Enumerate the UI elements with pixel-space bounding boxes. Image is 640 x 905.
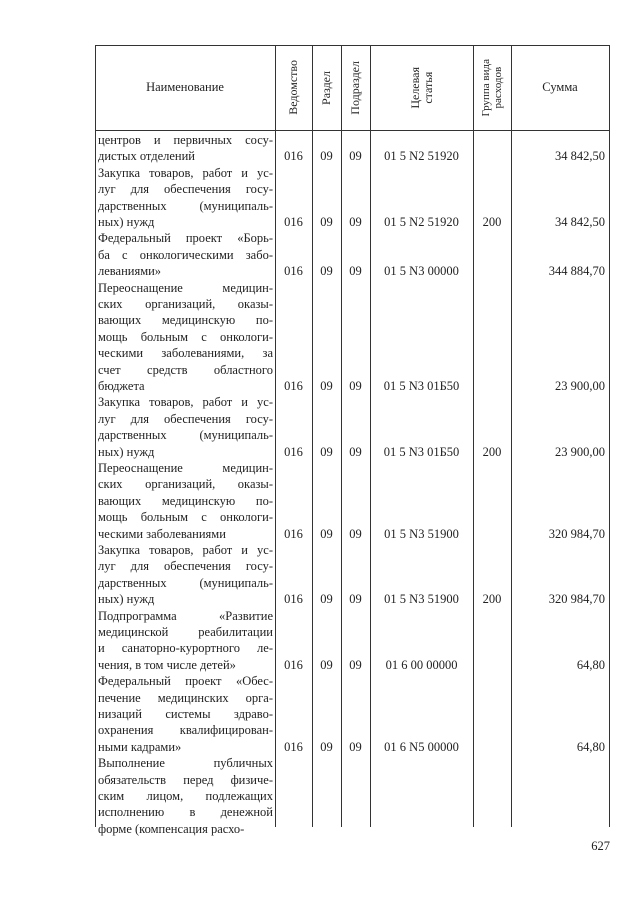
row-name-line: дарственных (муниципаль- [98,575,273,590]
header-vedomstvo: Ведомство [286,60,300,115]
header-gruppa: Группа вида расходов [480,58,504,117]
row-name-line: ским лицом, подлежащих [98,789,273,803]
row-summa: 23 900,00 [555,444,605,459]
row-name [98,394,273,460]
row-summa: 64,80 [576,739,605,754]
row-name-line: охранения квалифицирован- [98,723,273,738]
row-name-line: ских организаций, оказы- [98,477,273,492]
table-row [95,460,610,542]
row-name-line: луг для обеспечения госу- [98,411,273,426]
row-name [98,280,273,395]
header-gruppa-cell [473,45,511,130]
header-razdel-cell [312,45,341,130]
row-name [98,460,273,542]
row-name-line: исполнению в денежной [98,805,273,820]
row-name-line: ных) нужд [98,444,155,459]
row-name-line: Закупка товаров, работ и ус- [98,165,273,180]
row-summa: 64,80 [576,657,605,672]
row-razdel: 09 [320,149,333,164]
row-name [98,132,273,165]
row-razdel: 09 [320,526,333,541]
row-podrazdel: 09 [349,214,362,229]
header-name: Наименование [146,80,224,94]
row-name-line: дистых отделений [98,149,195,164]
row-name-line: Переоснащение медицин- [98,280,273,295]
row-name-line: Закупка товаров, работ и ус- [98,395,273,410]
row-name [98,542,273,608]
header-name-cell [95,45,275,130]
row-name [98,230,273,279]
row-vedomstvo: 016 [284,657,303,672]
row-podrazdel: 09 [349,264,362,279]
row-podrazdel: 09 [349,657,362,672]
row-podrazdel: 09 [349,526,362,541]
row-razdel: 09 [320,214,333,229]
header-celevaya: Целевая статья [407,66,435,109]
row-summa: 320 984,70 [548,592,605,607]
row-razdel: 09 [320,739,333,754]
row-name-line: ских организаций, оказы- [98,297,273,311]
table-row [95,608,610,674]
row-name-line: форме (компенсация расхо- [98,821,245,836]
row-summa: 23 900,00 [555,378,605,393]
row-name-line: луг для обеспечения госу- [98,182,273,197]
header-celevaya-cell [370,45,473,130]
row-name-line: низаций системы здраво- [98,707,273,721]
row-name-line: ных) нужд [98,215,155,230]
row-summa: 34 842,50 [555,149,605,164]
row-name-line: ными кадрами» [98,739,182,754]
row-name-line: дарственных (муниципаль- [98,198,273,213]
row-name [98,165,273,231]
row-celevaya-statya: 01 5 N2 51920 [384,214,459,229]
row-name-line: счет средств областного [98,362,273,377]
budget-table [95,45,610,836]
row-name-line: ческими заболеваниями [98,526,226,541]
row-celevaya-statya: 01 6 N5 00000 [384,739,459,754]
row-name-line: печение медицинских орга- [98,690,273,705]
row-name-line: Федеральный проект «Обес- [98,674,273,689]
row-name-line: бюджета [98,379,145,394]
header-razdel: Раздел [319,70,333,105]
row-name [98,755,273,837]
row-vedomstvo: 016 [284,214,303,229]
row-vedomstvo: 016 [284,149,303,164]
table-row [95,673,610,755]
row-vedomstvo: 016 [284,739,303,754]
row-celevaya-statya: 01 6 00 00000 [385,657,458,672]
header-summa: Сумма [542,80,578,94]
row-podrazdel: 09 [349,444,362,459]
table-row [95,755,610,837]
row-vedomstvo: 016 [284,592,303,607]
row-name-line: ческими заболеваниями, за [98,346,273,361]
row-summa: 34 842,50 [555,214,605,229]
row-celevaya-statya: 01 5 N3 51900 [384,592,459,607]
row-podrazdel: 09 [349,378,362,393]
row-name [98,673,273,755]
table-row [95,280,610,395]
table-row [95,132,610,165]
row-celevaya-statya: 01 5 N3 00000 [384,264,459,279]
row-podrazdel: 09 [349,739,362,754]
row-gruppa: 200 [482,444,502,459]
row-name-line: дарственных (муниципаль- [98,428,273,443]
row-name-line: мощь больным с онкологи- [98,329,273,344]
row-name-line: Выполнение публичных [98,756,273,771]
table-row [95,230,610,279]
row-name-line: вающих медицинскую по- [98,313,273,328]
row-name-line: и санаторно-курортного ле- [98,641,273,656]
row-name-line: Закупка товаров, работ и ус- [98,543,273,557]
row-name-line: вающих медицинскую по- [98,493,273,508]
row-name [98,608,273,674]
row-name-line: ных) нужд [98,592,155,607]
row-name-line: ба с онкологическими забо- [98,247,273,262]
row-name-line: медицинской реабилитации [98,625,273,639]
row-name-line: чения, в том числе детей» [98,657,236,672]
row-vedomstvo: 016 [284,526,303,541]
row-name-line: луг для обеспечения госу- [98,559,273,574]
row-name-line: обязательств перед физиче- [98,772,273,787]
row-summa: 344 884,70 [548,264,605,279]
table-row [95,542,610,608]
header-vedomstvo-cell [275,45,312,130]
row-summa: 320 984,70 [548,526,605,541]
row-vedomstvo: 016 [284,378,303,393]
row-vedomstvo: 016 [284,444,303,459]
row-gruppa: 200 [482,214,502,229]
row-razdel: 09 [320,657,333,672]
row-celevaya-statya: 01 5 N3 51900 [384,526,459,541]
row-name-line: Переоснащение медицин- [98,461,273,475]
row-name-line: леваниями» [98,264,162,279]
row-vedomstvo: 016 [284,264,303,279]
table-row [95,394,610,460]
header-podrazdel-cell [341,45,370,130]
header-podrazdel: Подраздел [348,60,362,115]
row-podrazdel: 09 [349,149,362,164]
header-divider [95,130,610,131]
row-gruppa: 200 [482,592,502,607]
row-celevaya-statya: 01 5 N3 01Б50 [383,444,460,459]
table-row [95,165,610,231]
row-razdel: 09 [320,264,333,279]
row-name-line: Подпрограмма «Развитие [98,608,273,623]
row-celevaya-statya: 01 5 N2 51920 [384,149,459,164]
header-summa-cell [511,45,609,130]
row-razdel: 09 [320,592,333,607]
page-number: 627 [591,839,610,853]
row-razdel: 09 [320,444,333,459]
row-name-line: Федеральный проект «Борь- [98,231,273,246]
row-name-line: центров и первичных сосу- [98,133,273,147]
row-name-line: мощь больным с онкологи- [98,510,273,525]
row-celevaya-statya: 01 5 N3 01Б50 [383,378,460,393]
row-podrazdel: 09 [349,592,362,607]
row-razdel: 09 [320,378,333,393]
